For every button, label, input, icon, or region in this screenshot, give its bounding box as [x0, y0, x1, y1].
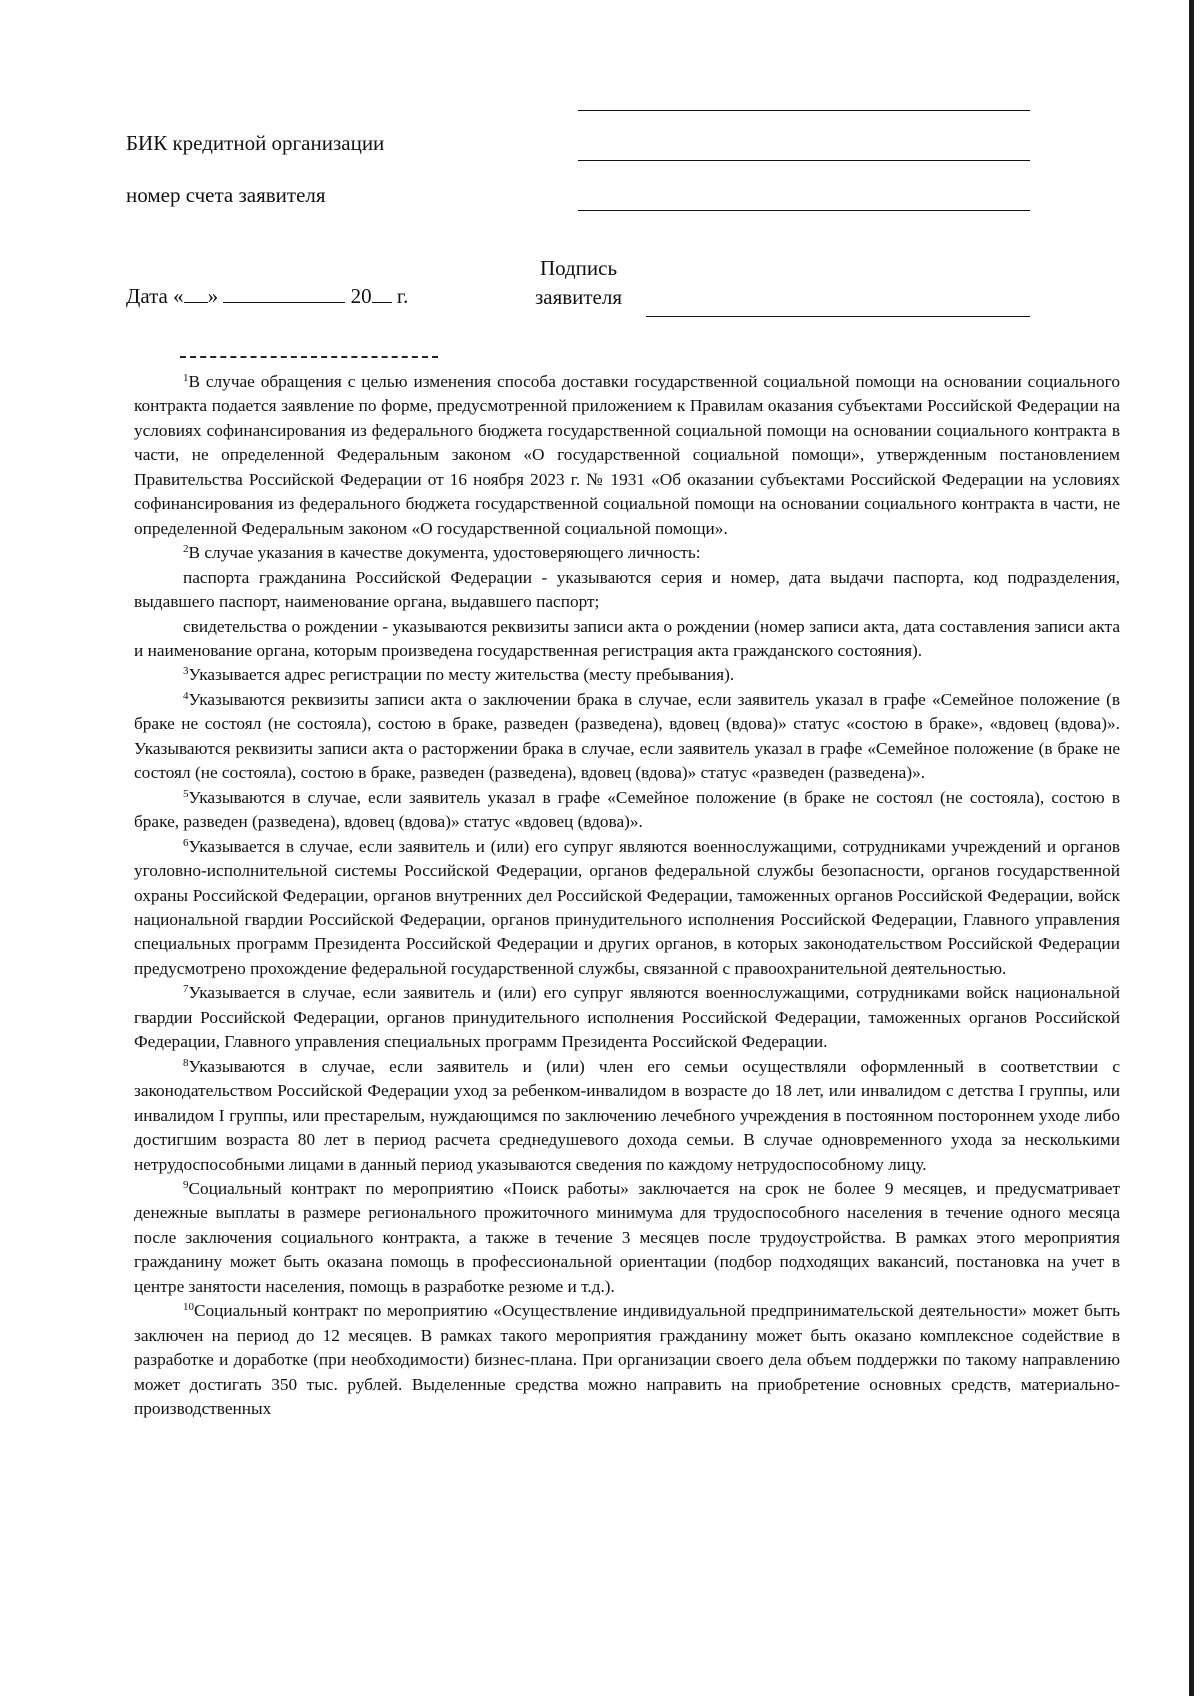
- footnote-text: Указывается адрес регистрации по месту жительства (месту пребывания).: [188, 665, 735, 685]
- footnotes: [134, 370, 1120, 1421]
- signature-field[interactable]: [646, 316, 1030, 317]
- signature-label-line2: заявителя: [534, 285, 623, 309]
- footnote: [134, 835, 1120, 982]
- footnote-text: Социальный контракт по мероприятию «Поиск работы» заключается на срок не более 9 месяцев, и предусматривает денежные выплаты в размере регионального прожиточного минимума для трудоспособного населения в течение одного месяца после заключения социального контракта, а также в течение 3 месяцев после трудоустройства. В рамках этого мероприятия гражданину может быть оказана помощь в профессиональной ориентации (подбор подходящих вакансий, постановка на учет в центре занятости населения, помощь в разработке резюме и т.д.).: [134, 1178, 1120, 1296]
- footnote: [134, 370, 1120, 541]
- footnote-mark: 2: [183, 543, 189, 556]
- footnote: [134, 1055, 1120, 1177]
- footnote-text: Указывается в случае, если заявитель и (или) его супруг являются военнослужащими, сотрудниками войск национальной гвардии Российской Федерации, органов принудительного исполнения Российской Федерации, таможенных органов Российской Федерации, Главного управления специальных программ Президента Российской Федерации.: [134, 983, 1120, 1052]
- footnote-mark: 6: [183, 836, 189, 849]
- footnote-text: Социальный контракт по мероприятию «Осуществление индивидуальной предпринимательской деятельности» может быть заключен на период до 12 месяцев. В рамках такого мероприятия гражданину может быть оказано комплексное содействие в разработке и доработке (при необходимости) бизнес-плана. При организации своего дела объем поддержки по такому направлению может достигать 350 тыс. рублей. Выделенные средства можно направить на приобретение основных средств, материально-производственных: [134, 1301, 1120, 1419]
- bik-label: БИК кредитной организации: [126, 131, 385, 155]
- footnote: [134, 1299, 1120, 1421]
- footnote-text: Указываются в случае, если заявитель указал в графе «Семейное положение (в браке не состоял (не состояла), состою в браке, разведен (разведена), вдовец (вдова)» статус «вдовец (вдова)».: [134, 787, 1120, 832]
- signature-label: [526, 254, 631, 312]
- footnote: [134, 663, 1120, 687]
- footnote-mark: 3: [183, 665, 189, 678]
- signature-label-line1: Подпись: [539, 256, 618, 280]
- date-year-suffix: г.: [391, 284, 409, 308]
- footnote: [134, 615, 1120, 664]
- footnote-mark: 4: [183, 689, 189, 702]
- bik-field[interactable]: [578, 160, 1030, 161]
- date-year-prefix: 20: [345, 284, 372, 308]
- footnote-text: паспорта гражданина Российской Федерации - указываются серия и номер, дата выдачи паспорта, код подразделения, выдавшего паспорт, наименование органа, выдавшего паспорт;: [134, 567, 1120, 612]
- account-label: номер счета заявителя: [126, 183, 326, 207]
- footnote-separator: [180, 356, 438, 358]
- footnote-text: Указываются в случае, если заявитель и (или) член его семьи осуществляли оформленный в соответствии с законодательством Российской Федерации уход за ребенком-инвалидом в возрасте до 18 лет, или инвалидом с детства I группы, или инвалидом I группы, или престарелым, нуждающимся по заключению лечебного учреждения в постоянном постороннем уходе либо достигшим возраста 80 лет в период расчета среднедушевого дохода семьи. В случае одновременного ухода за несколькими нетрудоспособными лицами в данный период указываются сведения по каждому нетрудоспособному лицу.: [134, 1056, 1120, 1174]
- footnote-mark: 5: [183, 787, 189, 800]
- footnote-text: Указываются реквизиты записи акта о заключении брака в случае, если заявитель указал в графе «Семейное положение (в браке не состоял (не состояла), состою в браке, разведен (разведена), вдовец (вдова)» статус «состою в браке», «вдовец (вдова)». Указываются реквизиты записи акта о расторжении брака в случае, если заявитель указал в графе «Семейное положение (в браке не состоял (не состояла), состою в браке, разведен (разведена), вдовец (вдова)» статус «разведен (разведена)».: [134, 689, 1120, 783]
- footnote-mark: 7: [183, 983, 189, 996]
- date-month-field[interactable]: [223, 284, 345, 303]
- footnote-mark: 9: [183, 1178, 189, 1191]
- footnote: [134, 981, 1120, 1054]
- footnote-text: В случае указания в качестве документа, удостоверяющего личность:: [188, 543, 701, 563]
- footnote: [134, 1177, 1120, 1299]
- footnote-text: Указывается в случае, если заявитель и (или) его супруг являются военнослужащими, сотрудниками учреждений и органов уголовно-исполнительной системы Российской Федерации, органов федеральной службы безопасности, органов государственной охраны Российской Федерации, органов внутренних дел Российской Федерации, таможенных органов Российской Федерации, войск национальной гвардии Российской Федерации, органов принудительного исполнения Российской Федерации, Главного управления специальных программ Президента Российской Федерации и других органов, в которых законодательством Российской Федерации предусмотрено прохождение федеральной государственной службы, связанной с правоохранительной деятельностью.: [134, 836, 1120, 978]
- footnote: [134, 566, 1120, 615]
- footnote-mark: 10: [183, 1301, 194, 1314]
- footnote: [134, 541, 1120, 565]
- date-mid: »: [207, 284, 224, 308]
- footnote-text: свидетельства о рождении - указываются реквизиты записи акта о рождении (номер записи акта, дата составления записи акта и наименование органа, которым произведена государственная регистрация акта гражданского состояния).: [134, 616, 1120, 660]
- footnote: [134, 786, 1120, 835]
- footnote-mark: 1: [183, 372, 189, 384]
- date-row: [126, 284, 408, 309]
- date-prefix: Дата «: [126, 284, 184, 308]
- field-line-top: [578, 110, 1030, 111]
- footnote-mark: 8: [183, 1056, 189, 1069]
- date-year-field[interactable]: [372, 284, 392, 303]
- footnote-text: В случае обращения с целью изменения способа доставки государственной социальной помощи на основании социального контракта подается заявление по форме, предусмотренной приложением к Правилам оказания субъектами Российской Федерации на условиях софинансирования из федерального бюджета государственной социальной помощи на основании социального контракта в части, не определенной Федеральным законом «О государственной социальной помощи», утвержденным постановлением Правительства Российской Федерации от 16 ноября 2023 г. № 1931 «Об оказании субъектами Российской Федерации на условиях софинансирования из федерального бюджета государственной социальной помощи на основании социального контракта в части, не определенной Федеральным законом «О государственной социальной помощи».: [134, 372, 1120, 538]
- footnote: [134, 688, 1120, 786]
- scan-edge: [1189, 0, 1194, 1696]
- account-field[interactable]: [578, 210, 1030, 211]
- date-day-field[interactable]: [184, 284, 208, 303]
